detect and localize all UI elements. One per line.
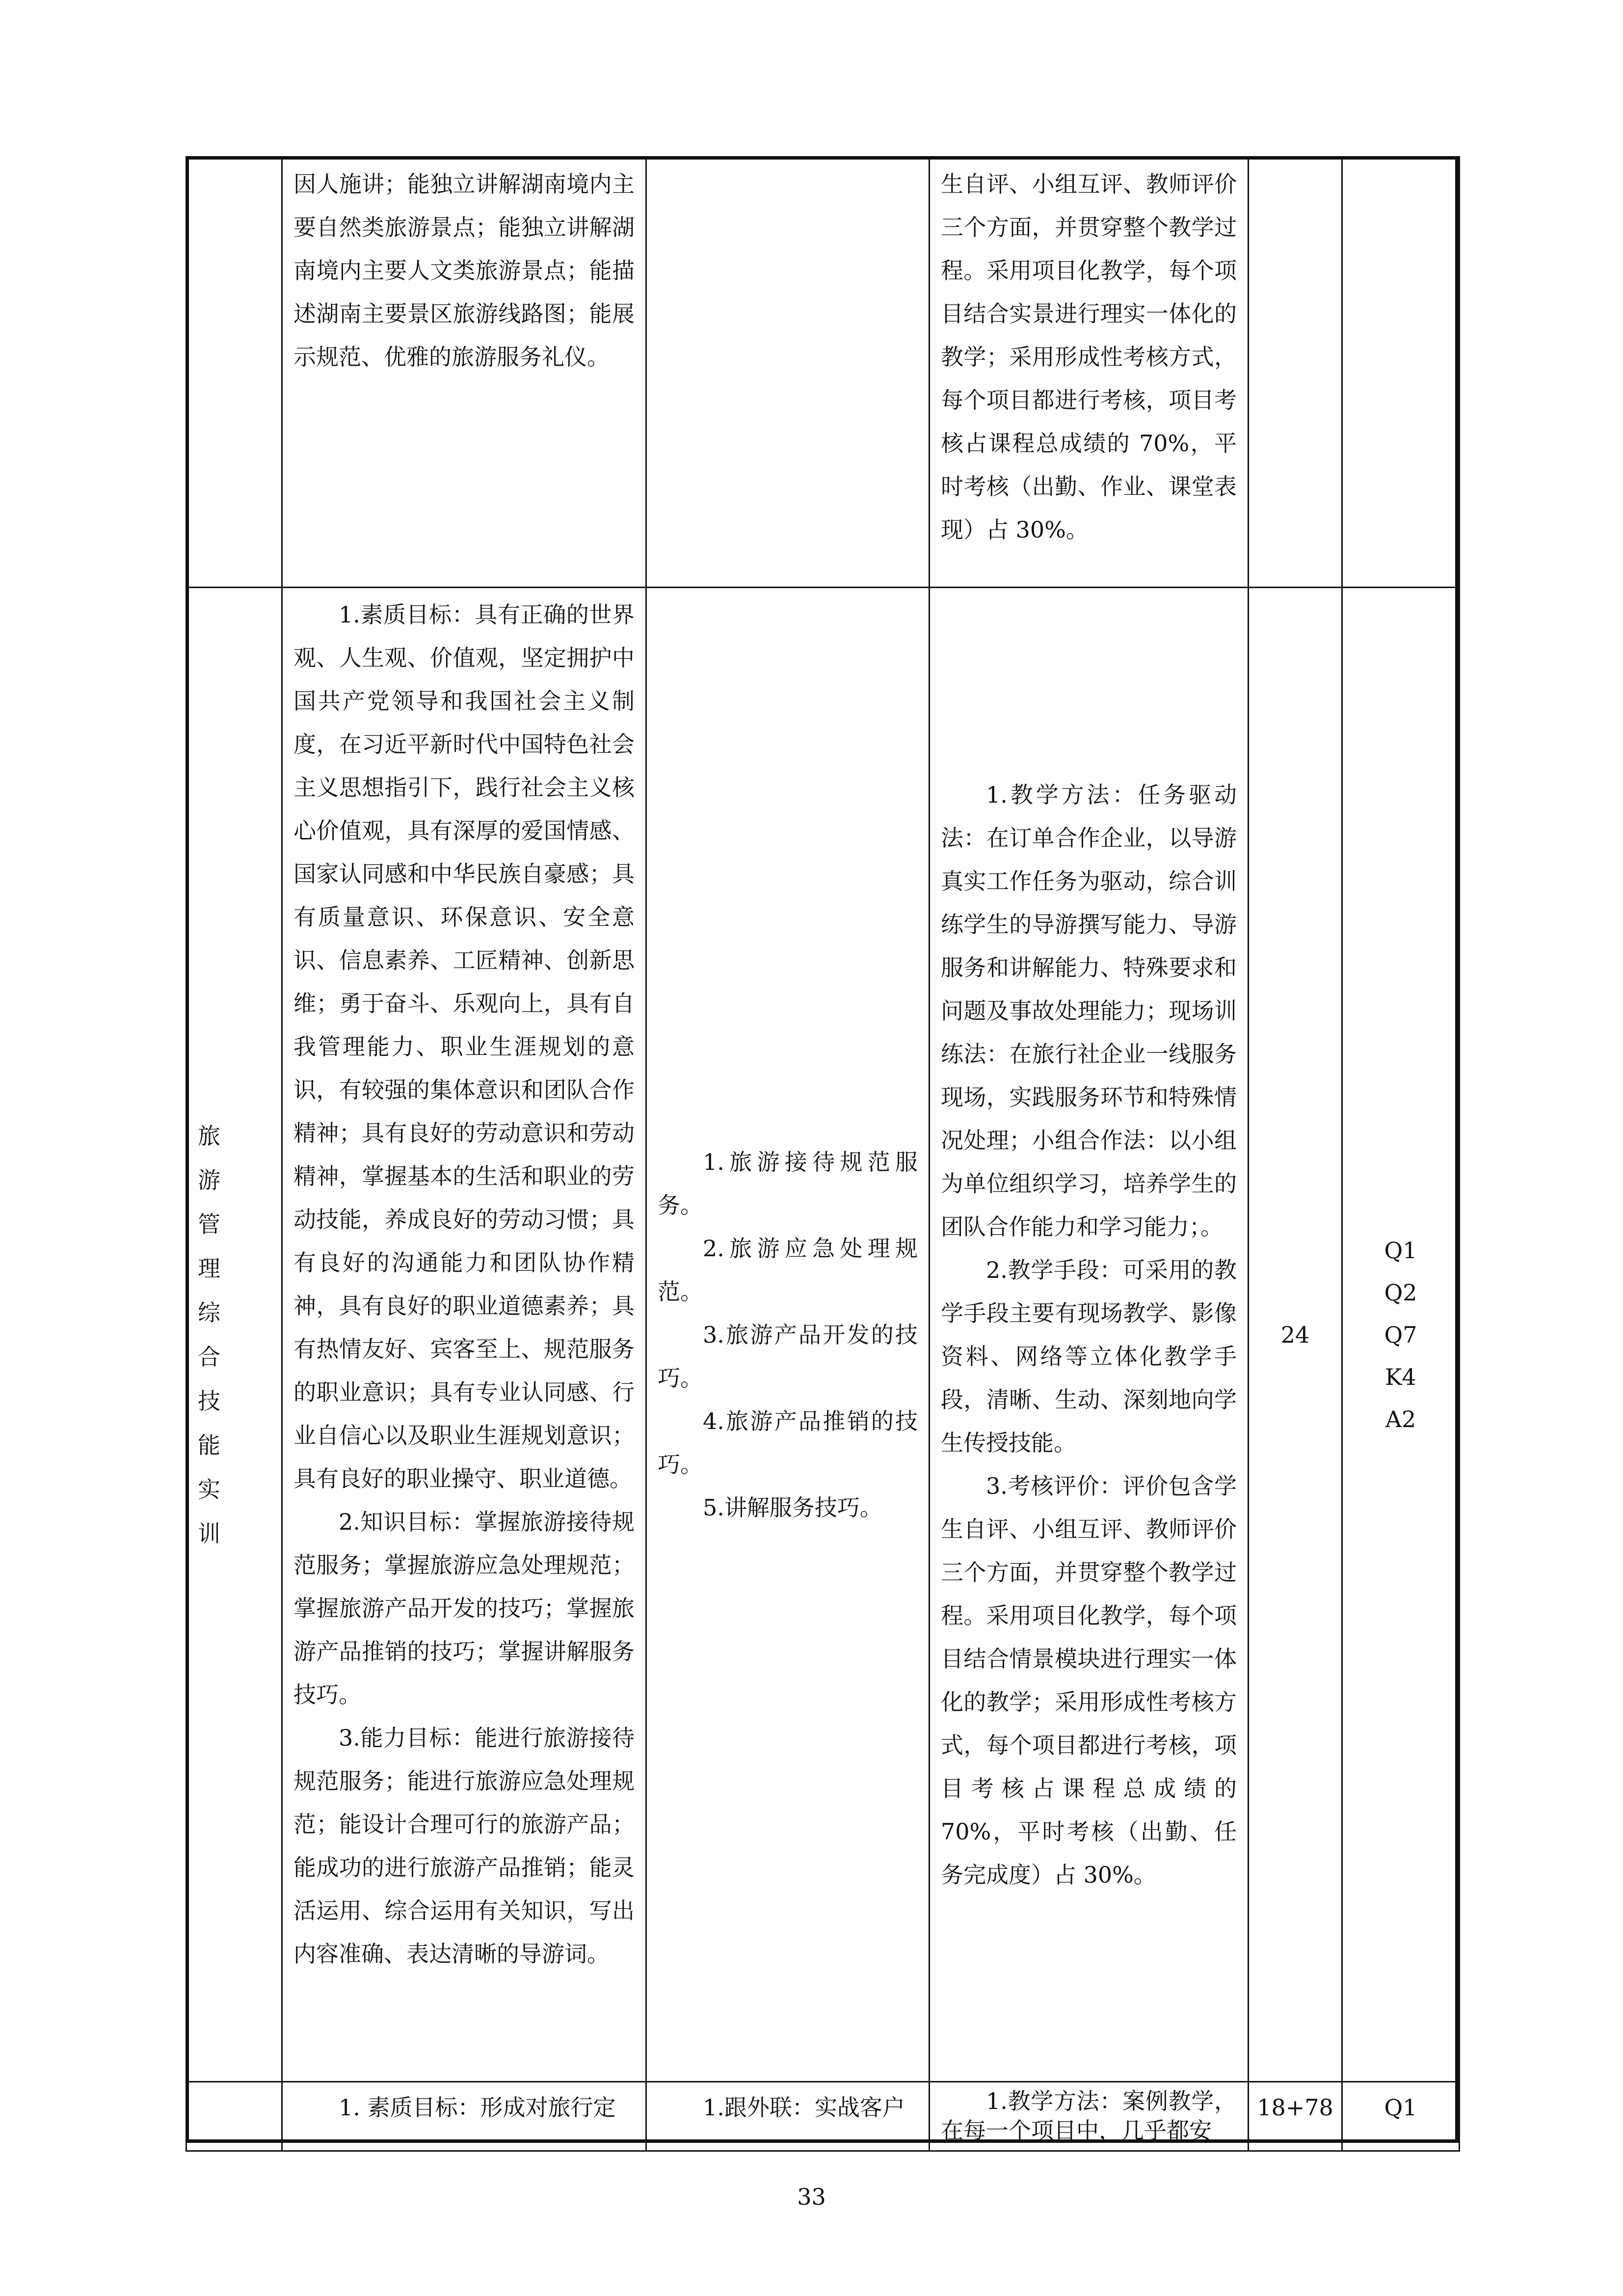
hours-cell bbox=[1249, 588, 1342, 2082]
code-item: Q2 bbox=[1384, 1279, 1417, 1306]
course-name-cell bbox=[186, 588, 282, 2082]
codes-cell bbox=[1342, 588, 1460, 2082]
code-item: Q1 bbox=[1384, 1237, 1417, 1264]
teaching-assessment: 3.考核评价：评价包含学生自评、小组互评、教师评价三个方面，并贯穿整个教学过程。采用项目化教学，每个项目结合情景模块进行理实一体化的教学；采用形成性考核方式，每个项目都进行考核，项目考核占课程总成绩的 70%，平时考核（出勤、任务完成度）占 30%。 bbox=[941, 1472, 1237, 1888]
table-row bbox=[186, 157, 1460, 588]
content-item: 4.旅游产品推销的技巧。 bbox=[658, 1407, 918, 1478]
table-row bbox=[186, 588, 1460, 2082]
objectives-cell bbox=[282, 588, 646, 2082]
objectives-cell bbox=[282, 2082, 646, 2151]
content-item: 1.旅游接待规范服务。 bbox=[658, 1148, 918, 1218]
teaching-text: 生自评、小组互评、教师评价三个方面，并贯穿整个教学过程。采用项目化教学，每个项目结合实景进行理实一体化的教学；采用形成性考核方式，每个项目都进行考核，项目考核占课程总成绩的 70%，平时考核（出勤、作业、课堂表现）占 30%。 bbox=[941, 171, 1237, 543]
code-item: A2 bbox=[1385, 1405, 1416, 1432]
objective-text: 1. 素质目标：形成对旅行定 bbox=[339, 2094, 616, 2121]
table-row bbox=[186, 2082, 1460, 2151]
content-item: 2.旅游应急处理规范。 bbox=[658, 1235, 918, 1305]
code-item: Q1 bbox=[1384, 2094, 1417, 2121]
teaching-cell bbox=[930, 588, 1249, 2082]
course-name-cell bbox=[186, 2082, 282, 2151]
content-item: 1.跟外联：实战客户 bbox=[703, 2094, 905, 2121]
teaching-cell bbox=[930, 2082, 1249, 2151]
course-name-cell bbox=[186, 157, 282, 588]
content-cell bbox=[646, 157, 930, 588]
objective-quality: 1.素质目标：具有正确的世界观、人生观、价值观，坚定拥护中国共产党领导和我国社会主义制度，在习近平新时代中国特色社会主义思想指引下，践行社会主义核心价值观，具有深厚的爱国情感、国家认同感和中华民族自豪感；具有质量意识、环保意识、安全意识、信息素养、工匠精神、创新思维；勇于奋斗、乐观向上，具有自我管理能力、职业生涯规划的意识，有较强的集体意识和团队合作精神；具有良好的劳动意识和劳动精神，掌握基本的生活和职业的劳动技能，养成良好的劳动习惯；具有良好的沟通能力和团队协作精神，具有良好的职业道德素养；具有热情友好、宾客至上、规范服务的职业意识；具有专业认同感、行业自信心以及职业生涯规划意识；具有良好的职业操守、职业道德。 bbox=[293, 601, 635, 1492]
course-name: 旅游 管理 综合 技能 实训 bbox=[198, 1122, 250, 1547]
hours-value: 24 bbox=[1280, 1321, 1310, 1348]
teaching-method: 1.教学方法：案例教学，在每一个项目中，几乎都安 bbox=[941, 2088, 1237, 2144]
hours-value: 18+78 bbox=[1257, 2094, 1333, 2121]
hours-cell bbox=[1249, 157, 1342, 588]
page-number: 33 bbox=[797, 2184, 826, 2210]
objective-ability: 3.能力目标：能进行旅游接待规范服务；能进行旅游应急处理规范；能设计合理可行的旅游产品；能成功的进行旅游产品推销；能灵活运用、综合运用有关知识，写出内容准确、表达清晰的导游词。 bbox=[293, 1725, 635, 1967]
objectives-cell bbox=[282, 157, 646, 588]
content-cell bbox=[646, 588, 930, 2082]
course-table bbox=[186, 156, 1460, 2152]
hours-cell bbox=[1249, 2082, 1342, 2151]
objective-knowledge: 2.知识目标：掌握旅游接待规范服务；掌握旅游应急处理规范；掌握旅游产品开发的技巧；掌握旅游产品推销的技巧；掌握讲解服务技巧。 bbox=[293, 1509, 635, 1708]
code-list bbox=[1354, 1229, 1448, 1440]
codes-cell bbox=[1342, 2082, 1460, 2151]
content-item: 3.旅游产品开发的技巧。 bbox=[658, 1321, 918, 1391]
teaching-means: 2.教学手段：可采用的教学手段主要有现场教学、影像资料、网络等立体化教学手段，清晰、生动、深刻地向学生传授技能。 bbox=[941, 1256, 1237, 1456]
code-item: K4 bbox=[1385, 1363, 1416, 1390]
teaching-method: 1.教学方法：任务驱动法：在订单合作企业，以导游真实工作任务为驱动，综合训练学生的导游撰写能力、导游服务和讲解能力、特殊要求和问题及事故处理能力；现场训练法：在旅行社企业一线服务现场，实践服务环节和特殊情况处理；小组合作法：以小组为单位组织学习，培养学生的团队合作能力和学习能力；。 bbox=[941, 781, 1237, 1240]
content-item: 5.讲解服务技巧。 bbox=[703, 1494, 882, 1521]
objective-text: 因人施讲；能独立讲解湖南境内主要自然类旅游景点；能独立讲解湖南境内主要人文类旅游景点；能描述湖南主要景区旅游线路图；能展示规范、优雅的旅游服务礼仪。 bbox=[293, 171, 635, 370]
code-item: Q7 bbox=[1384, 1321, 1417, 1348]
teaching-cell bbox=[930, 157, 1249, 588]
codes-cell bbox=[1342, 157, 1460, 588]
content-cell bbox=[646, 2082, 930, 2151]
